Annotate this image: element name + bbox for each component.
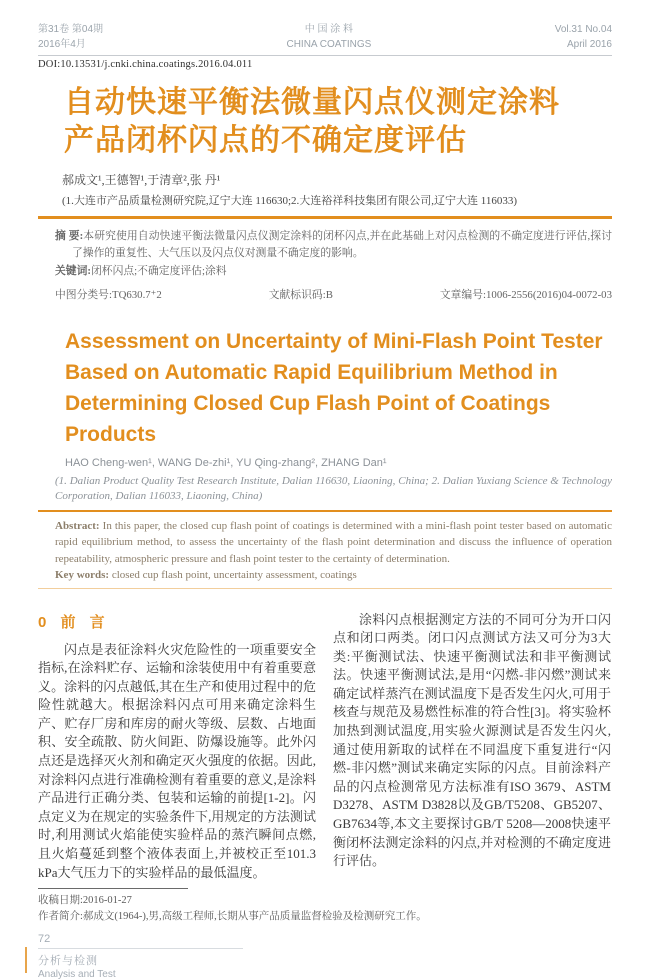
authors-cn: 郝成文¹,王德智¹,于清章²,张 丹¹: [62, 173, 221, 187]
volume-number-en: Vol.31 No.04: [554, 24, 612, 35]
keywords-cn-text: 闭杯闪点;不确定度评估;涂料: [91, 265, 227, 277]
journal-name: [286, 22, 371, 52]
article-id-value: 1006-2556(2016)04-0072-03: [486, 288, 612, 301]
journal-header: [38, 22, 612, 52]
article-body: [38, 611, 612, 883]
keywords-cn-label: 关键词:: [55, 265, 91, 277]
article-title-en: Assessment on Uncertainty of Mini-Flash Point Tester Based on Automatic Rapid Equilibrium Method in Determining Closed Cup Flash Point of Coatings Products: [65, 329, 603, 446]
paragraph-intro-left: 闪点是表征涂料火灾危险性的一项重要安全指标,在涂料贮存、运输和涂装使用中有着重要意义。涂料的闪点越低,其在生产和使用过程中的危险性就越大。根据涂料闪点可用来确定涂料生产、贮存厂房和库房的耐火等级、层数、占地面积、安全疏散、防火间距、防爆设施等。此外闪点还是选择灭火剂和确定灭火强度的依据。因此,对涂料闪点进行准确检测有着重要的意义,是涂料产品进行正确分类、包装和运输的前提[1-2]。闪点定义为在规定的实验条件下,用规定的方法测试时,利用测试火焰能使实验样品的蒸汽瞬间点燃,且火焰蔓延到整个液体表面上,并被校正至101.3 kPa大气压力下的实验样品的最低温度。: [38, 641, 316, 880]
author-bio-label: 作者简介:: [38, 910, 83, 922]
keywords-en-text: closed cup flash point, uncertainty assessment, coatings: [109, 569, 357, 581]
classification-row: [38, 287, 612, 302]
received-date: 2016-01-27: [82, 895, 132, 907]
keywords-en: [55, 567, 612, 584]
clc-value: TQ630.7⁺2: [111, 288, 162, 301]
article-id: [440, 287, 612, 302]
journal-name-cn: 中 国 涂 料: [304, 24, 354, 35]
article-title-cn-line1: 自动快速平衡法微量闪点仪测定涂料: [64, 86, 560, 119]
clc-number: [55, 287, 162, 302]
body-column-right: [333, 611, 611, 883]
doc-code: [269, 287, 333, 302]
paragraph-intro-right: 涂料闪点根据测定方法的不同可分为开口闪点和闭口两类。闭口闪点测试方法又可分为3大类:平衡测试法、快速平衡测试法和非平衡测试法。快速平衡测试法,是用“闪燃-非闪燃”测试来确定试样蒸汽在测试温度下是否发生闪火,可用于核查与规范及易燃性标准的符合性[3]。将实验杯加热到测试温度,用实验火源测试是否发生闪火,通过使用新取的试样在不同温度下重复进行“闪燃-非闪燃”测试来确定实际的闪点。目前涂料产品的闪点检测常见方法标准有ISO 3679、ASTM D3278、ASTM D3828以及GB/T5208、GB5207、GB7634等,本文主要探讨GB/T 5208—2008快速平衡闭杯法测定涂料的闪点,并对检测的不确定度进行评估。: [333, 611, 611, 869]
header-vol-info: [555, 22, 612, 52]
page-footer: [38, 933, 612, 980]
abstract-en: [55, 518, 612, 568]
received-date-label: 收稿日期:: [38, 895, 83, 907]
accent-rule-middle: [38, 510, 612, 512]
issue-date-cn: 2016年4月: [38, 39, 86, 50]
abstract-en-block: [38, 518, 612, 584]
abstract-cn-block: [38, 228, 612, 280]
footnote-block: [38, 888, 612, 924]
abstract-en-text: In this paper, the closed cup flash point of coatings is determined with a mini-flash point tester based on automatic rapid equilibrium method, to assess the uncertainty of the flash point determination and discuss the influence of operation repeatability, atmospheric pressure and flash point tester to the certainty of determination.: [55, 519, 612, 565]
section-heading-intro: 0 前 言: [38, 613, 110, 631]
accent-rule-top: [38, 216, 612, 219]
tan-rule: [38, 588, 612, 589]
footer-accent-bar: [25, 947, 27, 973]
article-title-cn: [38, 84, 612, 160]
header-issue-info: [38, 22, 103, 52]
received-date-line: [38, 893, 612, 909]
header-divider: [38, 55, 612, 56]
abstract-en-label: Abstract:: [55, 519, 100, 532]
abstract-cn-label: 摘 要:: [55, 230, 84, 242]
footer-divider: [38, 948, 243, 949]
author-bio: 郝成文(1964-),男,高级工程师,长期从事产品质量监督检验及检测研究工作。: [82, 910, 427, 922]
affiliation-en: (1. Dalian Product Quality Test Research Institute, Dalian 116630, Liaoning, China; 2. Dalian Yuxiang Science & Technology Corporation, Dalian 116033, Liaoning, China): [55, 474, 612, 502]
author-bio-line: [38, 909, 612, 925]
doc-code-label: 文献标识码:: [268, 288, 326, 301]
doi: DOI:10.13531/j.cnki.china.coatings.2016.04.011: [38, 59, 253, 70]
keywords-en-label: Key words:: [55, 569, 110, 581]
doc-code-value: B: [325, 288, 333, 301]
affiliation-cn: (1.大连市产品质量检测研究院,辽宁大连 116630;2.大连裕祥科技集团有限公司,辽宁大连 116033): [62, 195, 518, 207]
journal-name-en: CHINA COATINGS: [286, 39, 372, 50]
body-column-left: [38, 611, 316, 883]
abstract-cn: [55, 228, 612, 261]
authors-en: HAO Cheng-wen¹, WANG De-zhi¹, YU Qing-zhang², ZHANG Dan¹: [65, 456, 387, 469]
column-section-cn: 分析与检测: [38, 955, 98, 968]
article-title-cn-line2: 产品闭杯闪点的不确定度评估: [64, 124, 467, 157]
clc-label: 中图分类号:: [55, 288, 112, 301]
volume-issue: 第31卷 第04期: [38, 24, 104, 35]
article-id-label: 文章编号:: [439, 288, 487, 301]
keywords-cn: [55, 263, 612, 280]
issue-date-en: April 2016: [566, 39, 612, 50]
abstract-cn-text: 本研究使用自动快速平衡法微量闪点仪测定涂料的闭杯闪点,并在此基础上对闪点检测的不确定度进行评估,探讨了操作的重复性、大气压以及闪点仪对测量不确定度的影响。: [72, 230, 612, 259]
column-section-en: Analysis and Test: [38, 969, 116, 980]
page-number: 72: [38, 933, 51, 946]
